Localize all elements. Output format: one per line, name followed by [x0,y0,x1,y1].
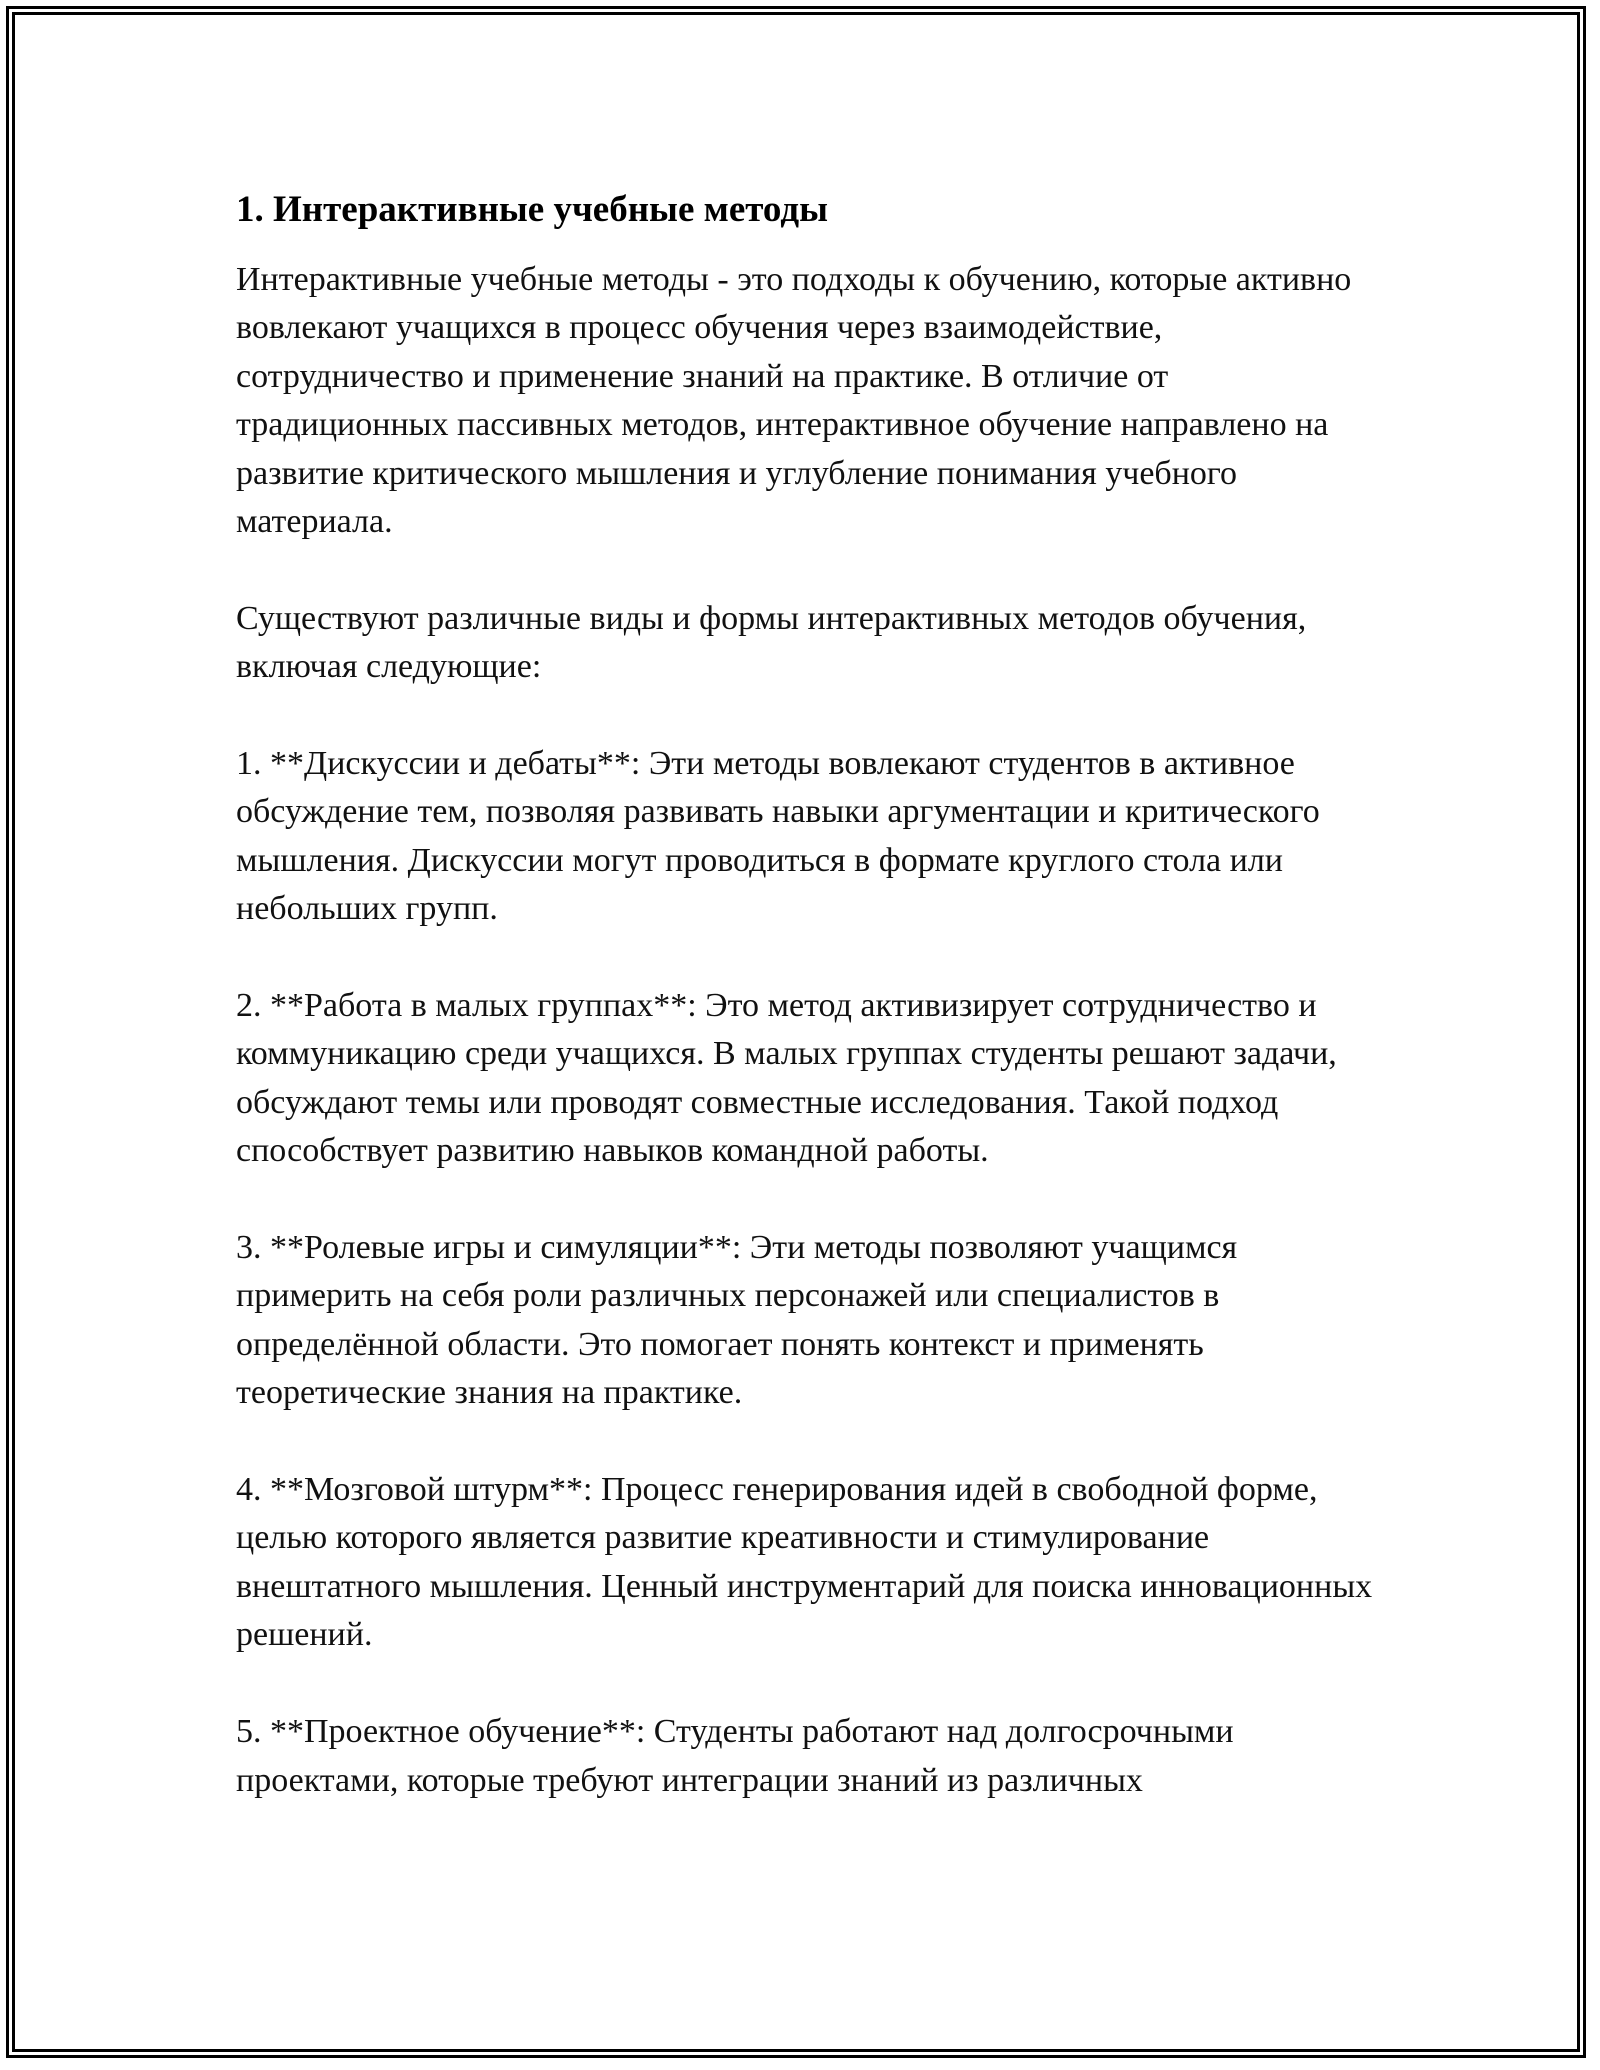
list-item-discussions: 1. **Дискуссии и дебаты**: Эти методы вовлекают студентов в активное обсуждение тем, позволяя развивать навыки аргументации и критического мышления. Дискуссии могут проводиться в формате круглого стола или небольших групп. [236,745,1320,928]
list-item-role-play: 3. **Ролевые игры и симуляции**: Эти методы позволяют учащимся примерить на себя роли различных персонажей или специалистов в определённой области. Это помогает понять контекст и применять теоретические знания на практике. [236,1229,1238,1412]
list-item-small-groups: 2. **Работа в малых группах**: Это метод активизирует сотрудничество и коммуникацию среди учащихся. В малых группах студенты решают задачи, обсуждают темы или проводят совместные исследования. Такой подход способствует развитию навыков командной работы. [236,987,1337,1170]
list-item-project-learning: 5. **Проектное обучение**: Студенты работают над долгосрочными проектами, которые требуют интеграции знаний из различных [236,1713,1234,1799]
paragraph-intro: Интерактивные учебные методы - это подходы к обучению, которые активно вовлекают учащихся в процесс обучения через взаимодействие, сотрудничество и применение знаний на практике. В отличие от традиционных пассивных методов, интерактивное обучение направлено на развитие критического мышления и углубление понимания учебного материала. [236,261,1352,541]
section-heading: 1. Интерактивные учебные методы [236,189,828,230]
document-body [236,186,1376,1853]
paragraph-types: Существуют различные виды и формы интерактивных методов обучения, включая следующие: [236,599,1307,686]
list-item-brainstorm: 4. **Мозговой штурм**: Процесс генерирования идей в свободной форме, целью которого является развитие креативности и стимулирование внештатного мышления. Ценный инструментарий для поиска инновационных решений. [236,1471,1373,1654]
